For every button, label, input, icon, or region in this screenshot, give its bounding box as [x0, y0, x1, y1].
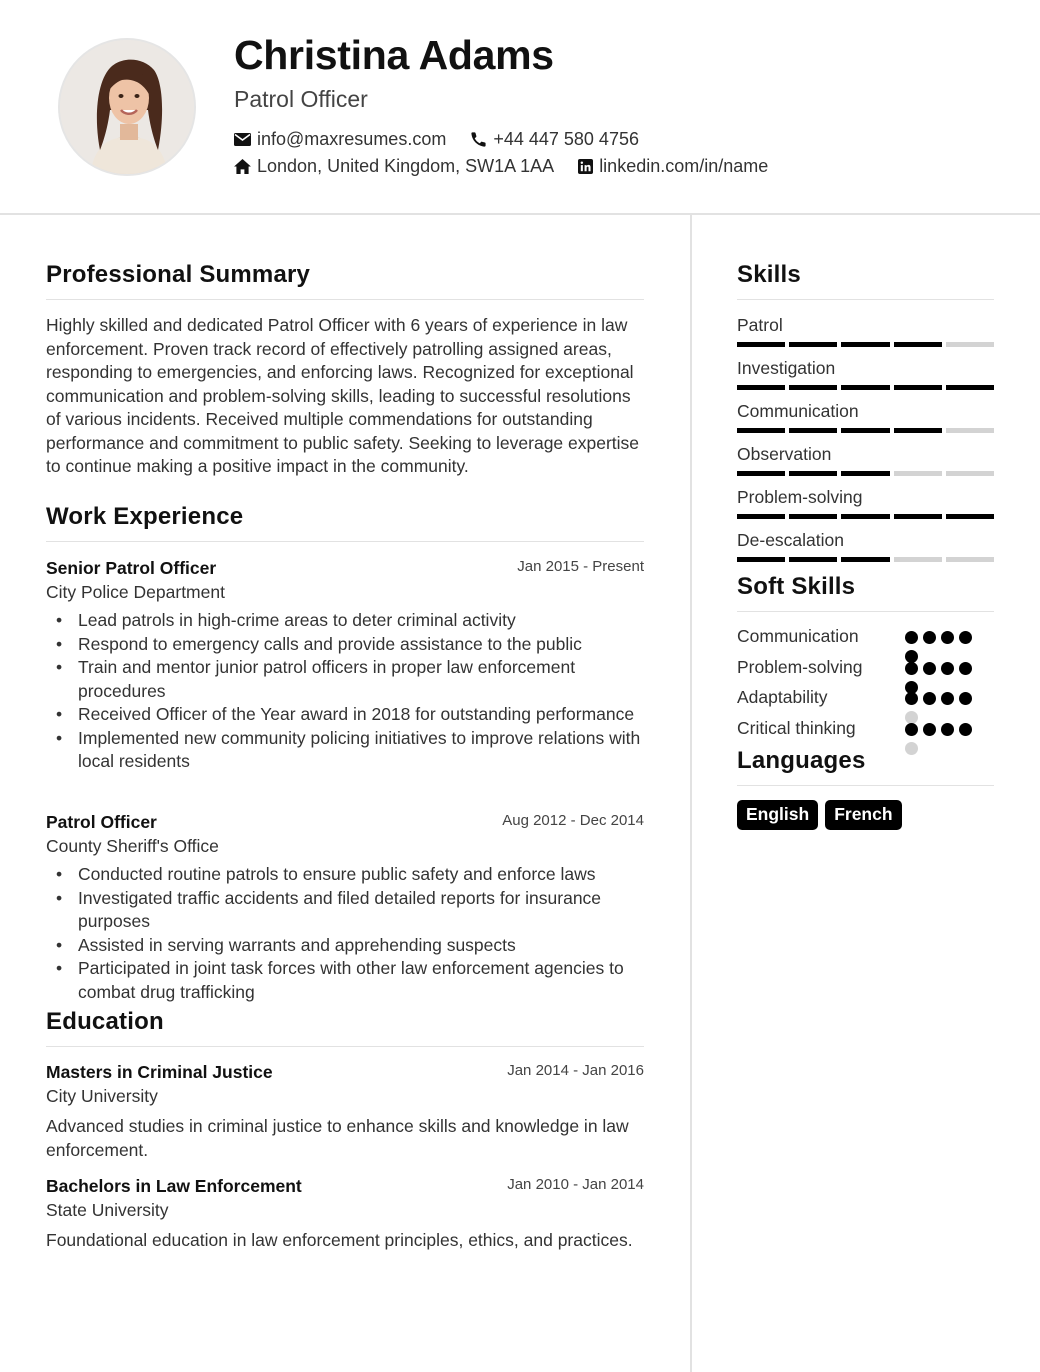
- skill-name: Investigation: [737, 358, 836, 378]
- skill-level-segment: [737, 342, 785, 347]
- skill-item: [737, 358, 994, 390]
- linkedin-text: linkedin.com/in/name: [599, 156, 769, 176]
- skill-level-segment: [789, 557, 837, 562]
- skill-item: [737, 315, 994, 347]
- skill-level-segment: [946, 428, 994, 433]
- skill-level-bar: [737, 385, 994, 390]
- skill-level-segment: [894, 471, 942, 476]
- education-date: Jan 2010 - Jan 2014: [507, 1176, 644, 1193]
- section-title: Work Experience: [46, 503, 244, 530]
- education-description: Advanced studies in criminal justice to enhance skills and knowledge in law enforcement.: [46, 1116, 629, 1160]
- list-item: • Train and mentor junior patrol officers in proper law enforcement procedures: [46, 656, 644, 703]
- skill-level-segment: [894, 514, 942, 519]
- skill-name: Patrol: [737, 315, 783, 335]
- skill-level-segment: [894, 428, 942, 433]
- skill-item: [737, 487, 994, 519]
- school-name: State University: [46, 1200, 169, 1220]
- list-item: • Conducted routine patrols to ensure public safety and enforce laws: [46, 863, 644, 887]
- skill-level-bar: [737, 428, 994, 433]
- soft-skill-item: [737, 657, 994, 681]
- profile-photo: [60, 40, 196, 176]
- skill-level-segment: [789, 428, 837, 433]
- linkedin-icon: [578, 159, 593, 174]
- section-divider: [46, 541, 644, 542]
- job-organization: County Sheriff's Office: [46, 836, 219, 856]
- skill-level-segment: [946, 471, 994, 476]
- skill-level-segment: [737, 514, 785, 519]
- section-title: Skills: [737, 261, 801, 288]
- section-title: Languages: [737, 747, 866, 774]
- list-item: • Lead patrols in high-crime areas to deter criminal activity: [46, 609, 644, 633]
- skill-name: Problem-solving: [737, 487, 863, 507]
- skill-level-bar: [737, 471, 994, 476]
- rating-dot: [941, 662, 954, 675]
- skill-level-segment: [894, 557, 942, 562]
- candidate-name: Christina Adams: [234, 32, 554, 78]
- skill-level-segment: [946, 342, 994, 347]
- summary-text: Highly skilled and dedicated Patrol Officer with 6 years of experience in law enforcement. Proven track record of effectively patrolling assigned areas, responding to emergencies, and enforcing laws. Recognized for exceptional communication and problem-solving skills, leading to successful resolutions of various incidents. Received multiple commendations for outstanding performance and commitment to public safety. Seeking to leverage expertise to continue making a positive impact in the community.: [46, 315, 640, 476]
- language-badge: English: [737, 800, 818, 830]
- languages-section: [737, 747, 994, 786]
- school-name: City University: [46, 1086, 158, 1106]
- section-divider: [737, 611, 994, 612]
- skill-level-segment: [841, 385, 889, 390]
- skill-level-segment: [841, 514, 889, 519]
- skill-name: Communication: [737, 401, 859, 421]
- education-date: Jan 2014 - Jan 2016: [507, 1062, 644, 1079]
- degree-title: Masters in Criminal Justice: [46, 1062, 273, 1082]
- soft-skill-rating: [905, 662, 972, 675]
- skill-item: [737, 530, 994, 562]
- list-item: • Received Officer of the Year award in 2018 for outstanding performance: [46, 703, 644, 727]
- skills-section: [737, 261, 994, 300]
- home-icon: [234, 159, 251, 174]
- rating-dot: [941, 723, 954, 736]
- skill-level-segment: [737, 471, 785, 476]
- skill-level-segment: [789, 342, 837, 347]
- avatar: [58, 38, 196, 176]
- section-title: Education: [46, 1008, 164, 1035]
- skill-level-segment: [841, 428, 889, 433]
- job-title: Senior Patrol Officer: [46, 558, 217, 578]
- job-entry: [46, 558, 644, 774]
- soft-skill-rating: [905, 631, 972, 644]
- contact-email[interactable]: [234, 129, 446, 150]
- summary-section: [46, 261, 644, 300]
- job-organization: City Police Department: [46, 582, 225, 602]
- skill-level-segment: [789, 471, 837, 476]
- job-date: Jan 2015 - Present: [517, 558, 644, 575]
- rating-dot: [959, 662, 972, 675]
- education-section: [46, 1008, 644, 1047]
- job-title: Patrol Officer: [46, 812, 157, 832]
- list-item: • Respond to emergency calls and provide assistance to the public: [46, 633, 644, 657]
- soft-skill-rating: [905, 723, 972, 736]
- rating-dot: [959, 692, 972, 705]
- skill-level-segment: [894, 385, 942, 390]
- education-entry: [46, 1176, 644, 1252]
- job-bullets: [46, 609, 644, 774]
- rating-dot: [905, 631, 918, 644]
- contact-phone[interactable]: [470, 129, 639, 150]
- rating-dot: [941, 692, 954, 705]
- skill-level-segment: [737, 385, 785, 390]
- rating-dot: [923, 662, 936, 675]
- soft-skill-item: [737, 626, 994, 650]
- skill-item: [737, 444, 994, 476]
- soft-skill-item: [737, 718, 994, 742]
- section-divider: [737, 299, 994, 300]
- skill-name: Observation: [737, 444, 832, 464]
- section-divider: [737, 785, 994, 786]
- skill-level-bar: [737, 557, 994, 562]
- phone-text: +44 447 580 4756: [493, 129, 639, 149]
- list-item: • Participated in joint task forces with other law enforcement agencies to combat drug trafficking: [46, 957, 644, 1004]
- skill-level-segment: [946, 514, 994, 519]
- rating-dot: [941, 631, 954, 644]
- experience-section: [46, 503, 644, 542]
- section-title: Soft Skills: [737, 573, 856, 600]
- rating-dot: [923, 692, 936, 705]
- soft-skills-section: [737, 573, 994, 612]
- skill-item: [737, 401, 994, 433]
- phone-icon: [470, 131, 487, 148]
- skill-level-bar: [737, 514, 994, 519]
- list-item: • Assisted in serving warrants and apprehending suspects: [46, 934, 644, 958]
- list-item: • Implemented new community policing initiatives to improve relations with local residents: [46, 727, 644, 774]
- skill-level-segment: [789, 514, 837, 519]
- rating-dot: [959, 723, 972, 736]
- section-title: Professional Summary: [46, 261, 311, 288]
- address-text: London, United Kingdom, SW1A 1AA: [257, 156, 555, 176]
- skill-level-segment: [894, 342, 942, 347]
- skill-level-segment: [946, 557, 994, 562]
- soft-skill-name: Problem-solving: [737, 656, 863, 677]
- skill-level-segment: [737, 428, 785, 433]
- rating-dot: [905, 692, 918, 705]
- degree-title: Bachelors in Law Enforcement: [46, 1176, 302, 1196]
- education-entry: [46, 1062, 644, 1162]
- languages-list: [737, 800, 902, 830]
- rating-dot: [905, 662, 918, 675]
- list-item: • Investigated traffic accidents and filed detailed reports for insurance purposes: [46, 887, 644, 934]
- soft-skill-name: Communication: [737, 626, 859, 646]
- soft-skill-name: Adaptability: [737, 687, 828, 707]
- education-description: Foundational education in law enforcement principles, ethics, and practices.: [46, 1230, 633, 1250]
- soft-skill-rating: [905, 692, 972, 705]
- contact-row: [234, 156, 792, 177]
- rating-dot: [959, 631, 972, 644]
- skill-level-segment: [841, 471, 889, 476]
- resume-header: [0, 0, 1040, 215]
- skill-level-segment: [841, 342, 889, 347]
- contact-linkedin[interactable]: [578, 156, 768, 177]
- envelope-icon: [234, 133, 251, 146]
- job-entry: [46, 812, 644, 1004]
- skill-name: De-escalation: [737, 530, 844, 550]
- soft-skill-name: Critical thinking: [737, 717, 856, 738]
- skill-level-bar: [737, 342, 994, 347]
- job-date: Aug 2012 - Dec 2014: [502, 812, 644, 829]
- section-divider: [46, 1046, 644, 1047]
- skill-level-segment: [841, 557, 889, 562]
- language-badge: French: [825, 800, 901, 830]
- soft-skill-item: [737, 687, 994, 711]
- rating-dot: [905, 723, 918, 736]
- email-text: info@maxresumes.com: [257, 129, 447, 149]
- skill-level-segment: [946, 385, 994, 390]
- skill-level-segment: [737, 557, 785, 562]
- contact-address: [234, 156, 554, 177]
- candidate-title: Patrol Officer: [234, 86, 368, 112]
- column-divider: [690, 215, 692, 1372]
- job-bullets: [46, 863, 644, 1004]
- rating-dot: [923, 723, 936, 736]
- section-divider: [46, 299, 644, 300]
- contact-row: [234, 129, 663, 150]
- skill-level-segment: [789, 385, 837, 390]
- rating-dot: [923, 631, 936, 644]
